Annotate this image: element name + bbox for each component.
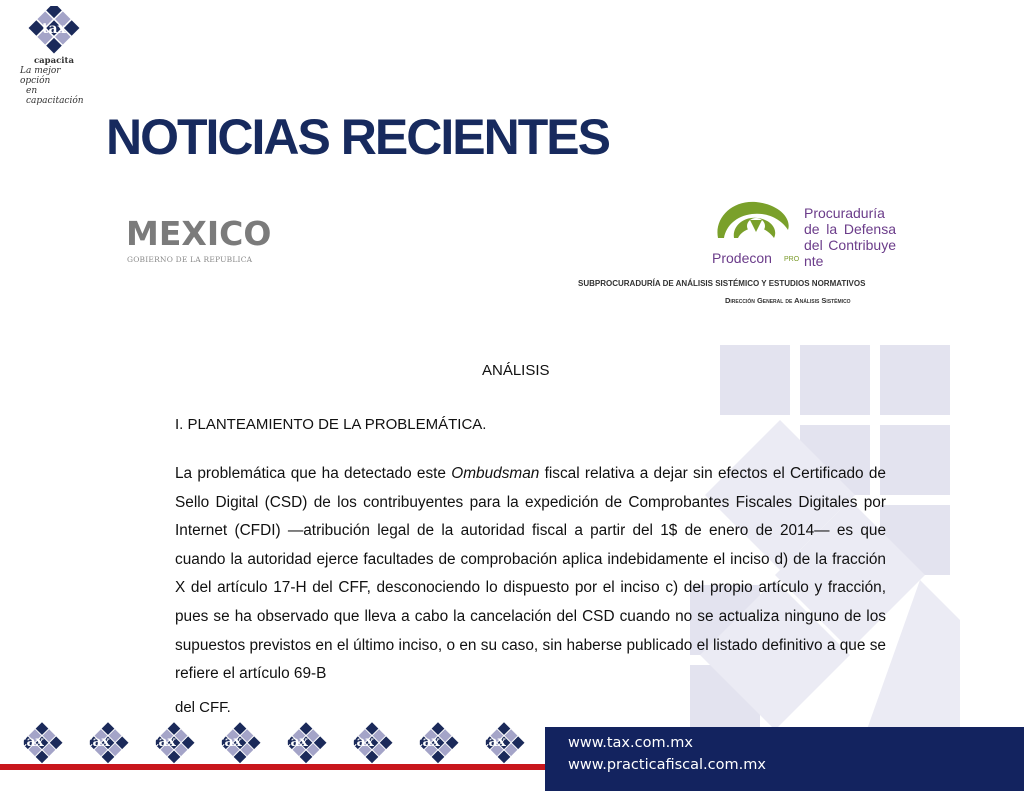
footer-tax-word: tax: [416, 734, 440, 750]
paragraph-part-a: La problemática que ha detectado este: [175, 465, 452, 482]
footer-tax-word: tax: [152, 734, 176, 750]
footer-link-practicafiscal[interactable]: www.practicafiscal.com.mx: [568, 757, 766, 773]
mexico-subtitle: GOBIERNO DE LA REPUBLICA: [127, 255, 253, 264]
footer-tax-logo: [476, 720, 528, 766]
prodecon-wordmark: Prodecon: [712, 250, 772, 266]
tax-logo-word: tax: [42, 21, 66, 37]
footer-tax-word: tax: [20, 734, 44, 750]
footer-tax-word: tax: [350, 734, 374, 750]
tax-diamond-icon: [18, 6, 90, 56]
footer-tax-logo: [344, 720, 396, 766]
section-heading: I. PLANTEAMIENTO DE LA PROBLEMÁTICA.: [175, 416, 487, 433]
prodecon-small-text: PRO: [784, 256, 800, 263]
footer-tax-word: tax: [218, 734, 242, 750]
paragraph-emphasis: Ombudsman: [451, 465, 540, 482]
footer-tax-word: tax: [482, 734, 506, 750]
logo-tagline-2: en capacitación: [26, 86, 84, 106]
footer-red-bar: [0, 764, 545, 770]
footer-tax-logo: [80, 720, 132, 766]
footer-logo-row: [14, 720, 544, 766]
page-title: NOTICIAS RECIENTES: [106, 109, 609, 165]
paragraph-part-b: fiscal relativa a dejar sin efectos el Certificado de Sello Digital (CSD) de los contribuyentes para la expedición de Comprobantes Fiscales Digitales por Internet (CFDI) —atribución legal de la autoridad fiscal a partir del 1$ de enero de 2014— es que cuando la autoridad ejerce facultades de comprobación aplica indebidamente el inciso d) de la fracción X del artículo 17-H del CFF, desconociendo lo dispuesto por el inciso c) del propio artículo y fracción, pues se ha observado que lleva a cabo la cancelación del CSD cuando no se actualiza ninguno de los supuestos previstos en el último inciso, o en su caso, sin haberse publicado el listado definitivo a que se refiere el artículo 69-B: [175, 465, 886, 683]
analysis-heading: ANÁLISIS: [482, 362, 550, 379]
footer-tax-logo: [278, 720, 330, 766]
footer-tax-logo: [146, 720, 198, 766]
tax-capacita-logo: [18, 6, 90, 106]
subprocuraduria-heading: SUBPROCURADURÍA DE ANÁLISIS SISTÉMICO Y ESTUDIOS NORMATIVOS: [578, 279, 866, 288]
analysis-paragraph: [175, 460, 886, 689]
footer-tax-word: tax: [284, 734, 308, 750]
logo-tagline-1: La mejor opción: [20, 66, 61, 86]
footer-tax-word: tax: [86, 734, 110, 750]
footer-tax-logo: [14, 720, 66, 766]
direccion-heading: Dirección General de Análisis Sistémico: [725, 296, 851, 305]
footer-tax-logo: [410, 720, 462, 766]
paragraph-tail: del CFF.: [175, 699, 231, 716]
footer-tax-logo: [212, 720, 264, 766]
prodecon-emblem-icon: [712, 198, 794, 248]
logo-sub: capacita: [34, 56, 74, 66]
mexico-logo: MEXICO: [126, 214, 272, 253]
footer-link-tax[interactable]: www.tax.com.mx: [568, 735, 693, 751]
procuraduria-text: Procuraduría de la Defensa del Contribuyente: [804, 205, 896, 269]
